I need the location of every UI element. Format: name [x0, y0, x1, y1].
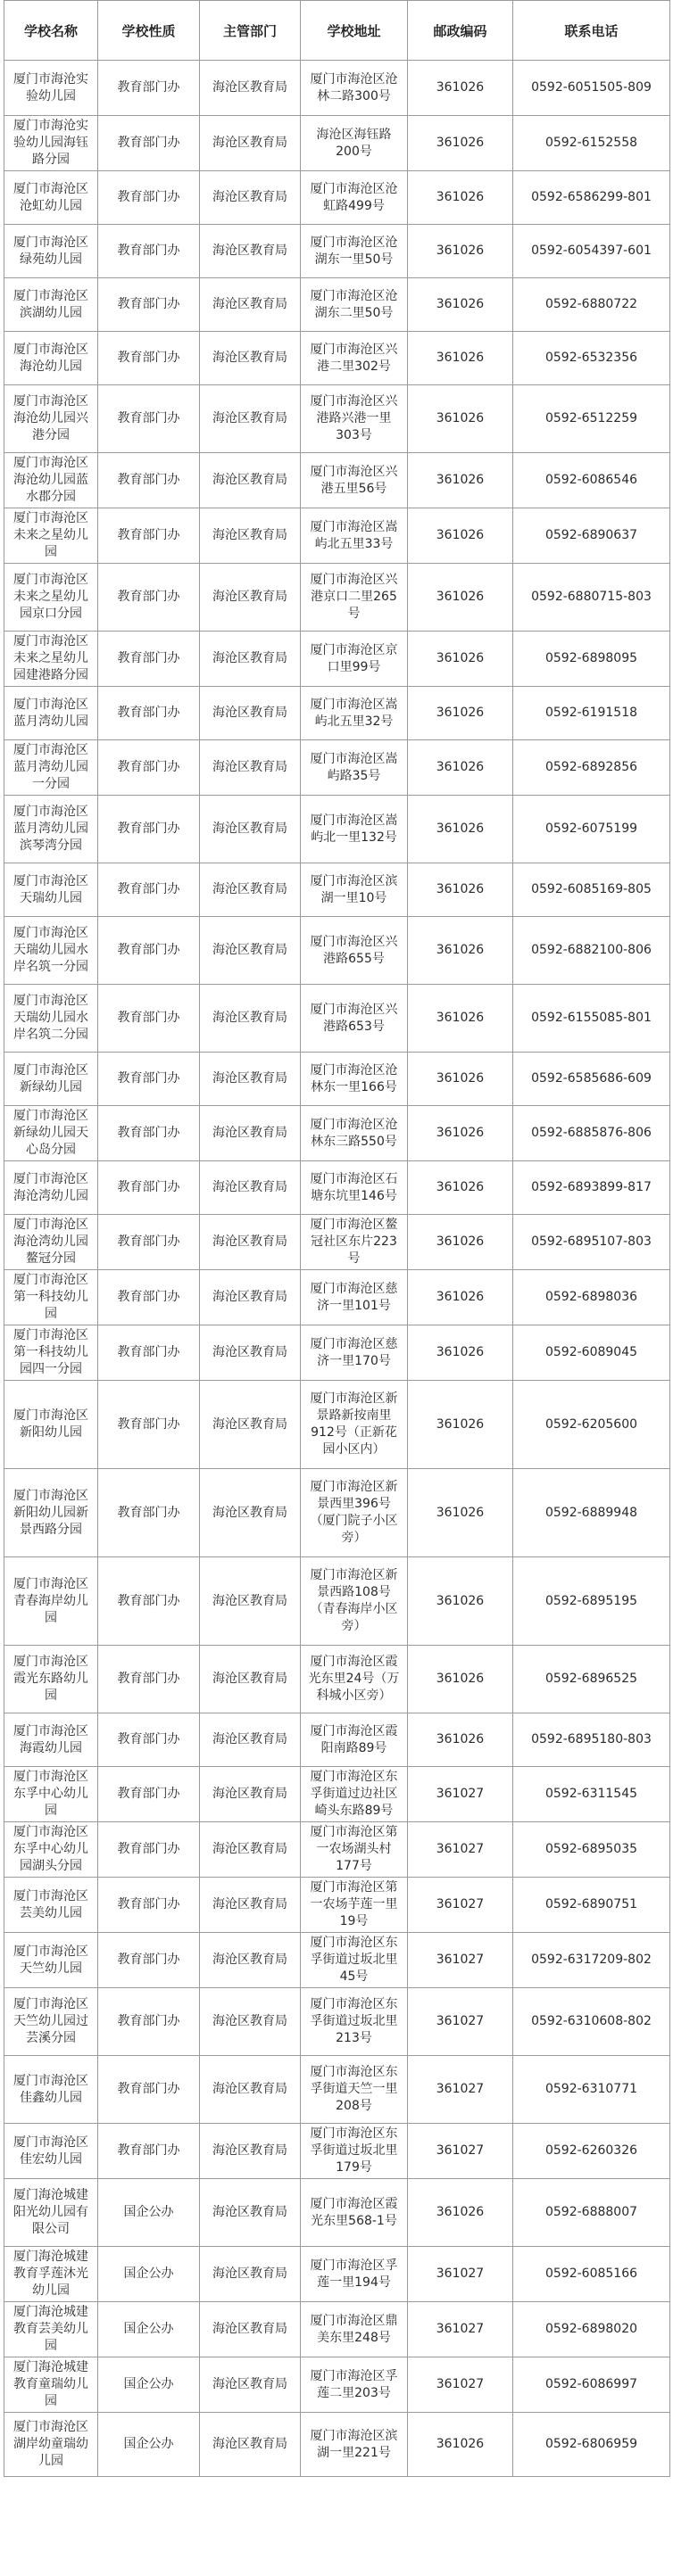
cell-address: 厦门市海沧区东孚街道天竺一里208号 [301, 2056, 408, 2124]
cell-postcode: 361026 [408, 796, 513, 863]
cell-phone: 0592-6898020 [513, 2302, 670, 2357]
cell-school-name: 厦门市海沧区未来之星幼儿园 [4, 508, 98, 564]
cell-department: 海沧区教育局 [200, 863, 301, 917]
cell-school-type: 教育部门办 [98, 1933, 200, 1988]
cell-school-name: 厦门市海沧区东孚中心幼儿园湖头分园 [4, 1822, 98, 1878]
cell-address: 厦门市海沧区新景西路108号（青春海岸小区旁） [301, 1557, 408, 1646]
cell-school-type: 教育部门办 [98, 278, 200, 332]
header-school-type: 学校性质 [98, 1, 200, 61]
table-row [4, 1713, 670, 1767]
cell-address: 厦门市海沧区兴港路655号 [301, 917, 408, 985]
cell-phone: 0592-6889948 [513, 1469, 670, 1557]
cell-address: 厦门市海沧区孚莲二里203号 [301, 2357, 408, 2413]
cell-address: 厦门市海沧区慈济一里101号 [301, 1270, 408, 1325]
cell-department: 海沧区教育局 [200, 632, 301, 687]
cell-address: 厦门市海沧区东孚街道过边社区崎头东路89号 [301, 1767, 408, 1822]
cell-department: 海沧区教育局 [200, 1381, 301, 1469]
cell-department: 海沧区教育局 [200, 1053, 301, 1106]
cell-postcode: 361026 [408, 116, 513, 171]
table-row [4, 740, 670, 796]
cell-address: 厦门市海沧区新景西里396号（厦门院子小区旁） [301, 1469, 408, 1557]
cell-address: 厦门市海沧区东孚街道过坂北里45号 [301, 1933, 408, 1988]
cell-address: 厦门市海沧区东孚街道过坂北里213号 [301, 1988, 408, 2056]
cell-postcode: 361026 [408, 1215, 513, 1270]
cell-postcode: 361026 [408, 171, 513, 225]
cell-address: 厦门市海沧区兴港五里56号 [301, 453, 408, 508]
cell-school-name: 厦门市海沧区天瑞幼儿园 [4, 863, 98, 917]
cell-phone: 0592-6888007 [513, 2179, 670, 2247]
cell-address: 厦门市海沧区沧林东一里166号 [301, 1053, 408, 1106]
cell-phone: 0592-6512259 [513, 385, 670, 453]
cell-department: 海沧区教育局 [200, 2302, 301, 2357]
header-phone: 联系电话 [513, 1, 670, 61]
cell-phone: 0592-6089045 [513, 1325, 670, 1381]
cell-postcode: 361026 [408, 687, 513, 740]
cell-school-name: 厦门市海沧区第一科技幼儿园 [4, 1270, 98, 1325]
cell-school-type: 教育部门办 [98, 116, 200, 171]
cell-phone: 0592-6311545 [513, 1767, 670, 1822]
cell-school-name: 厦门市海沧区蓝月湾幼儿园 [4, 687, 98, 740]
cell-school-name: 厦门市海沧区滨湖幼儿园 [4, 278, 98, 332]
cell-phone: 0592-6898036 [513, 1270, 670, 1325]
table-row [4, 385, 670, 453]
cell-address: 厦门市海沧区滨湖一里221号 [301, 2413, 408, 2477]
table-row [4, 2302, 670, 2357]
cell-school-name: 厦门市海沧实验幼儿园海钰路分园 [4, 116, 98, 171]
cell-department: 海沧区教育局 [200, 917, 301, 985]
header-school-name: 学校名称 [4, 1, 98, 61]
cell-address: 厦门市海沧区石塘东坑里146号 [301, 1161, 408, 1215]
cell-department: 海沧区教育局 [200, 385, 301, 453]
cell-postcode: 361027 [408, 1933, 513, 1988]
cell-postcode: 361026 [408, 1646, 513, 1713]
cell-school-type: 教育部门办 [98, 1325, 200, 1381]
cell-phone: 0592-6882100-806 [513, 917, 670, 985]
cell-school-type: 教育部门办 [98, 740, 200, 796]
table-row [4, 1988, 670, 2056]
cell-school-type: 教育部门办 [98, 985, 200, 1053]
table-row [4, 2413, 670, 2477]
kindergarten-table [4, 0, 670, 2477]
cell-phone: 0592-6260326 [513, 2124, 670, 2179]
cell-school-type: 教育部门办 [98, 1988, 200, 2056]
cell-address: 厦门市海沧区沧林东三路550号 [301, 1106, 408, 1161]
cell-phone: 0592-6895035 [513, 1822, 670, 1878]
cell-postcode: 361026 [408, 61, 513, 116]
cell-phone: 0592-6806959 [513, 2413, 670, 2477]
cell-phone: 0592-6586299-801 [513, 171, 670, 225]
cell-postcode: 361026 [408, 1469, 513, 1557]
cell-department: 海沧区教育局 [200, 332, 301, 385]
table-row [4, 863, 670, 917]
cell-postcode: 361026 [408, 278, 513, 332]
cell-postcode: 361026 [408, 564, 513, 632]
table-row [4, 508, 670, 564]
cell-department: 海沧区教育局 [200, 1215, 301, 1270]
cell-postcode: 361027 [408, 2124, 513, 2179]
cell-department: 海沧区教育局 [200, 1646, 301, 1713]
cell-school-name: 厦门市海沧区天瑞幼儿园水岸名筑二分园 [4, 985, 98, 1053]
cell-school-name: 厦门市海沧区青春海岸幼儿园 [4, 1557, 98, 1646]
cell-school-name: 厦门市海沧区未来之星幼儿园建港路分园 [4, 632, 98, 687]
header-address: 学校地址 [301, 1, 408, 61]
cell-postcode: 361026 [408, 985, 513, 1053]
table-row [4, 2247, 670, 2302]
cell-school-name: 厦门市海沧区天竺幼儿园 [4, 1933, 98, 1988]
table-row [4, 1270, 670, 1325]
cell-department: 海沧区教育局 [200, 116, 301, 171]
cell-address: 厦门市海沧区嵩屿北五里33号 [301, 508, 408, 564]
table-row [4, 1215, 670, 1270]
cell-phone: 0592-6896525 [513, 1646, 670, 1713]
cell-postcode: 361026 [408, 863, 513, 917]
cell-address: 厦门市海沧区滨湖一里10号 [301, 863, 408, 917]
cell-department: 海沧区教育局 [200, 2179, 301, 2247]
cell-department: 海沧区教育局 [200, 61, 301, 116]
cell-address: 厦门市海沧区第一农场芋莲一里19号 [301, 1878, 408, 1933]
cell-phone: 0592-6205600 [513, 1381, 670, 1469]
cell-address: 厦门市海沧区兴港二里302号 [301, 332, 408, 385]
table-row [4, 564, 670, 632]
cell-phone: 0592-6890751 [513, 1878, 670, 1933]
header-row [4, 1, 670, 61]
table-body [4, 61, 670, 2477]
table-row [4, 1933, 670, 1988]
cell-postcode: 361026 [408, 632, 513, 687]
cell-address: 厦门市海沧区霞阳南路89号 [301, 1713, 408, 1767]
cell-phone: 0592-6085166 [513, 2247, 670, 2302]
cell-address: 厦门市海沧区霞光东里24号（万科城小区旁） [301, 1646, 408, 1713]
cell-department: 海沧区教育局 [200, 2247, 301, 2302]
cell-postcode: 361026 [408, 1161, 513, 1215]
cell-school-type: 国企公办 [98, 2302, 200, 2357]
cell-department: 海沧区教育局 [200, 2124, 301, 2179]
table-row [4, 2179, 670, 2247]
table-row [4, 985, 670, 1053]
table-row [4, 1878, 670, 1933]
cell-department: 海沧区教育局 [200, 278, 301, 332]
cell-postcode: 361027 [408, 1822, 513, 1878]
cell-postcode: 361027 [408, 2302, 513, 2357]
cell-school-name: 厦门市海沧区绿苑幼儿园 [4, 225, 98, 278]
cell-phone: 0592-6310771 [513, 2056, 670, 2124]
cell-address: 海沧区海钰路200号 [301, 116, 408, 171]
cell-department: 海沧区教育局 [200, 740, 301, 796]
cell-school-name: 厦门市海沧区新阳幼儿园 [4, 1381, 98, 1469]
table-row [4, 1557, 670, 1646]
cell-school-name: 厦门市海沧区新绿幼儿园天心岛分园 [4, 1106, 98, 1161]
cell-school-name: 厦门市海沧区蓝月湾幼儿园一分园 [4, 740, 98, 796]
cell-school-type: 教育部门办 [98, 1557, 200, 1646]
cell-department: 海沧区教育局 [200, 2056, 301, 2124]
cell-postcode: 361027 [408, 2357, 513, 2413]
cell-phone: 0592-6086997 [513, 2357, 670, 2413]
cell-school-name: 厦门市海沧区天瑞幼儿园水岸名筑一分园 [4, 917, 98, 985]
cell-department: 海沧区教育局 [200, 985, 301, 1053]
cell-phone: 0592-6152558 [513, 116, 670, 171]
cell-school-name: 厦门海沧城建教育童瑞幼儿园 [4, 2357, 98, 2413]
table-row [4, 687, 670, 740]
cell-school-name: 厦门市海沧区未来之星幼儿园京口分园 [4, 564, 98, 632]
cell-school-type: 教育部门办 [98, 1878, 200, 1933]
cell-phone: 0592-6191518 [513, 687, 670, 740]
cell-phone: 0592-6885876-806 [513, 1106, 670, 1161]
cell-phone: 0592-6895180-803 [513, 1713, 670, 1767]
table-row [4, 1646, 670, 1713]
cell-department: 海沧区教育局 [200, 453, 301, 508]
cell-school-type: 教育部门办 [98, 385, 200, 453]
cell-school-type: 国企公办 [98, 2413, 200, 2477]
cell-school-name: 厦门市海沧区天竺幼儿园过芸溪分园 [4, 1988, 98, 2056]
table-row [4, 225, 670, 278]
cell-postcode: 361026 [408, 1713, 513, 1767]
cell-school-name: 厦门市海沧区佳宏幼儿园 [4, 2124, 98, 2179]
cell-phone: 0592-6051505-809 [513, 61, 670, 116]
table-row [4, 1106, 670, 1161]
cell-postcode: 361027 [408, 2056, 513, 2124]
cell-address: 厦门市海沧区孚莲一里194号 [301, 2247, 408, 2302]
table-row [4, 1469, 670, 1557]
cell-school-type: 教育部门办 [98, 796, 200, 863]
cell-department: 海沧区教育局 [200, 508, 301, 564]
cell-school-type: 教育部门办 [98, 1469, 200, 1557]
cell-school-type: 教育部门办 [98, 2124, 200, 2179]
cell-address: 厦门市海沧区慈济一里170号 [301, 1325, 408, 1381]
cell-phone: 0592-6890637 [513, 508, 670, 564]
cell-postcode: 361027 [408, 1767, 513, 1822]
cell-school-type: 教育部门办 [98, 1053, 200, 1106]
cell-school-name: 厦门市海沧实验幼儿园 [4, 61, 98, 116]
cell-school-name: 厦门海沧城建阳光幼儿园有限公司 [4, 2179, 98, 2247]
cell-postcode: 361026 [408, 332, 513, 385]
cell-school-type: 教育部门办 [98, 1106, 200, 1161]
cell-postcode: 361026 [408, 1557, 513, 1646]
cell-school-name: 厦门市海沧区海沧幼儿园 [4, 332, 98, 385]
cell-address: 厦门市海沧区霞光东里568-1号 [301, 2179, 408, 2247]
cell-school-name: 厦门市海沧区湖岸幼童瑞幼儿园 [4, 2413, 98, 2477]
cell-department: 海沧区教育局 [200, 171, 301, 225]
cell-address: 厦门市海沧区新景路新按南里912号（正新花园小区内） [301, 1381, 408, 1469]
cell-address: 厦门市海沧区鳌冠社区东片223号 [301, 1215, 408, 1270]
cell-department: 海沧区教育局 [200, 1878, 301, 1933]
cell-phone: 0592-6880715-803 [513, 564, 670, 632]
cell-department: 海沧区教育局 [200, 1106, 301, 1161]
cell-school-type: 教育部门办 [98, 171, 200, 225]
table-row [4, 61, 670, 116]
cell-department: 海沧区教育局 [200, 225, 301, 278]
cell-postcode: 361027 [408, 1988, 513, 2056]
cell-school-type: 教育部门办 [98, 632, 200, 687]
cell-department: 海沧区教育局 [200, 2357, 301, 2413]
cell-postcode: 361026 [408, 2179, 513, 2247]
cell-school-name: 厦门市海沧区芸美幼儿园 [4, 1878, 98, 1933]
cell-department: 海沧区教育局 [200, 2413, 301, 2477]
cell-school-name: 厦门市海沧区东孚中心幼儿园 [4, 1767, 98, 1822]
cell-school-type: 教育部门办 [98, 61, 200, 116]
cell-school-name: 厦门市海沧区蓝月湾幼儿园滨琴湾分园 [4, 796, 98, 863]
cell-address: 厦门市海沧区兴港路兴港一里303号 [301, 385, 408, 453]
cell-school-type: 教育部门办 [98, 1270, 200, 1325]
cell-school-type: 教育部门办 [98, 1713, 200, 1767]
cell-department: 海沧区教育局 [200, 1557, 301, 1646]
cell-phone: 0592-6892856 [513, 740, 670, 796]
table-row [4, 1381, 670, 1469]
cell-school-type: 教育部门办 [98, 1646, 200, 1713]
header-department: 主管部门 [200, 1, 301, 61]
cell-postcode: 361026 [408, 385, 513, 453]
cell-department: 海沧区教育局 [200, 1270, 301, 1325]
cell-postcode: 361027 [408, 1878, 513, 1933]
cell-address: 厦门市海沧区嵩屿路35号 [301, 740, 408, 796]
cell-department: 海沧区教育局 [200, 796, 301, 863]
table-row [4, 1822, 670, 1878]
table-row [4, 1161, 670, 1215]
cell-phone: 0592-6895195 [513, 1557, 670, 1646]
cell-address: 厦门市海沧区第一农场湖头村177号 [301, 1822, 408, 1878]
cell-phone: 0592-6898095 [513, 632, 670, 687]
cell-phone: 0592-6895107-803 [513, 1215, 670, 1270]
cell-school-type: 教育部门办 [98, 1822, 200, 1878]
cell-school-name: 厦门海沧城建教育孚莲沐光幼儿园 [4, 2247, 98, 2302]
cell-school-name: 厦门市海沧区新阳幼儿园新景西路分园 [4, 1469, 98, 1557]
cell-school-type: 教育部门办 [98, 225, 200, 278]
cell-postcode: 361026 [408, 1270, 513, 1325]
cell-address: 厦门市海沧区沧林二路300号 [301, 61, 408, 116]
cell-department: 海沧区教育局 [200, 1988, 301, 2056]
cell-department: 海沧区教育局 [200, 564, 301, 632]
cell-postcode: 361026 [408, 508, 513, 564]
cell-postcode: 361026 [408, 1381, 513, 1469]
cell-school-type: 教育部门办 [98, 1215, 200, 1270]
cell-school-type: 教育部门办 [98, 863, 200, 917]
cell-school-name: 厦门海沧城建教育芸美幼儿园 [4, 2302, 98, 2357]
cell-postcode: 361027 [408, 2247, 513, 2302]
cell-department: 海沧区教育局 [200, 1713, 301, 1767]
cell-school-name: 厦门市海沧区沧虹幼儿园 [4, 171, 98, 225]
table-row [4, 2124, 670, 2179]
header-postcode: 邮政编码 [408, 1, 513, 61]
cell-postcode: 361026 [408, 1053, 513, 1106]
table-row [4, 1053, 670, 1106]
cell-school-name: 厦门市海沧区海霞幼儿园 [4, 1713, 98, 1767]
cell-phone: 0592-6075199 [513, 796, 670, 863]
cell-postcode: 361026 [408, 740, 513, 796]
table-row [4, 278, 670, 332]
cell-department: 海沧区教育局 [200, 1469, 301, 1557]
cell-phone: 0592-6155085-801 [513, 985, 670, 1053]
cell-postcode: 361026 [408, 917, 513, 985]
cell-phone: 0592-6532356 [513, 332, 670, 385]
cell-school-type: 教育部门办 [98, 1767, 200, 1822]
cell-phone: 0592-6054397-601 [513, 225, 670, 278]
cell-phone: 0592-6086546 [513, 453, 670, 508]
cell-school-type: 教育部门办 [98, 1381, 200, 1469]
cell-school-type: 教育部门办 [98, 332, 200, 385]
cell-address: 厦门市海沧区沧湖东一里50号 [301, 225, 408, 278]
cell-postcode: 361026 [408, 1106, 513, 1161]
table-row [4, 171, 670, 225]
cell-address: 厦门市海沧区京口里99号 [301, 632, 408, 687]
table-row [4, 453, 670, 508]
cell-department: 海沧区教育局 [200, 1325, 301, 1381]
cell-phone: 0592-6317209-802 [513, 1933, 670, 1988]
cell-address: 厦门市海沧区兴港京口二里265号 [301, 564, 408, 632]
cell-postcode: 361026 [408, 2413, 513, 2477]
cell-department: 海沧区教育局 [200, 1822, 301, 1878]
cell-school-name: 厦门市海沧区海沧湾幼儿园鳌冠分园 [4, 1215, 98, 1270]
table-row [4, 116, 670, 171]
cell-postcode: 361026 [408, 453, 513, 508]
cell-school-type: 国企公办 [98, 2357, 200, 2413]
table-row [4, 332, 670, 385]
cell-postcode: 361026 [408, 1325, 513, 1381]
cell-school-type: 教育部门办 [98, 687, 200, 740]
cell-phone: 0592-6310608-802 [513, 1988, 670, 2056]
cell-school-type: 国企公办 [98, 2247, 200, 2302]
cell-department: 海沧区教育局 [200, 687, 301, 740]
cell-department: 海沧区教育局 [200, 1767, 301, 1822]
cell-school-name: 厦门市海沧区海沧湾幼儿园 [4, 1161, 98, 1215]
cell-school-type: 教育部门办 [98, 564, 200, 632]
cell-school-name: 厦门市海沧区海沧幼儿园兴港分园 [4, 385, 98, 453]
cell-address: 厦门市海沧区嵩屿北一里132号 [301, 796, 408, 863]
cell-school-type: 教育部门办 [98, 453, 200, 508]
cell-phone: 0592-6085169-805 [513, 863, 670, 917]
table-row [4, 1767, 670, 1822]
table-row [4, 917, 670, 985]
table-row [4, 1325, 670, 1381]
cell-postcode: 361026 [408, 225, 513, 278]
table-row [4, 632, 670, 687]
cell-school-name: 厦门市海沧区第一科技幼儿园四一分园 [4, 1325, 98, 1381]
cell-school-type: 教育部门办 [98, 1161, 200, 1215]
cell-phone: 0592-6880722 [513, 278, 670, 332]
cell-address: 厦门市海沧区兴港路653号 [301, 985, 408, 1053]
cell-address: 厦门市海沧区嵩屿北五里32号 [301, 687, 408, 740]
cell-address: 厦门市海沧区沧虹路499号 [301, 171, 408, 225]
cell-school-name: 厦门市海沧区佳鑫幼儿园 [4, 2056, 98, 2124]
cell-address: 厦门市海沧区鼎美东里248号 [301, 2302, 408, 2357]
cell-address: 厦门市海沧区沧湖东二里50号 [301, 278, 408, 332]
cell-phone: 0592-6585686-609 [513, 1053, 670, 1106]
cell-school-name: 厦门市海沧区海沧幼儿园蓝水郡分园 [4, 453, 98, 508]
table-row [4, 2056, 670, 2124]
cell-school-type: 教育部门办 [98, 508, 200, 564]
cell-department: 海沧区教育局 [200, 1161, 301, 1215]
cell-school-type: 国企公办 [98, 2179, 200, 2247]
cell-school-type: 教育部门办 [98, 917, 200, 985]
cell-school-name: 厦门市海沧区新绿幼儿园 [4, 1053, 98, 1106]
cell-school-type: 教育部门办 [98, 2056, 200, 2124]
table-row [4, 796, 670, 863]
table-row [4, 2357, 670, 2413]
cell-address: 厦门市海沧区东孚街道过坂北里179号 [301, 2124, 408, 2179]
cell-department: 海沧区教育局 [200, 1933, 301, 1988]
cell-phone: 0592-6893899-817 [513, 1161, 670, 1215]
cell-school-name: 厦门市海沧区霞光东路幼儿园 [4, 1646, 98, 1713]
